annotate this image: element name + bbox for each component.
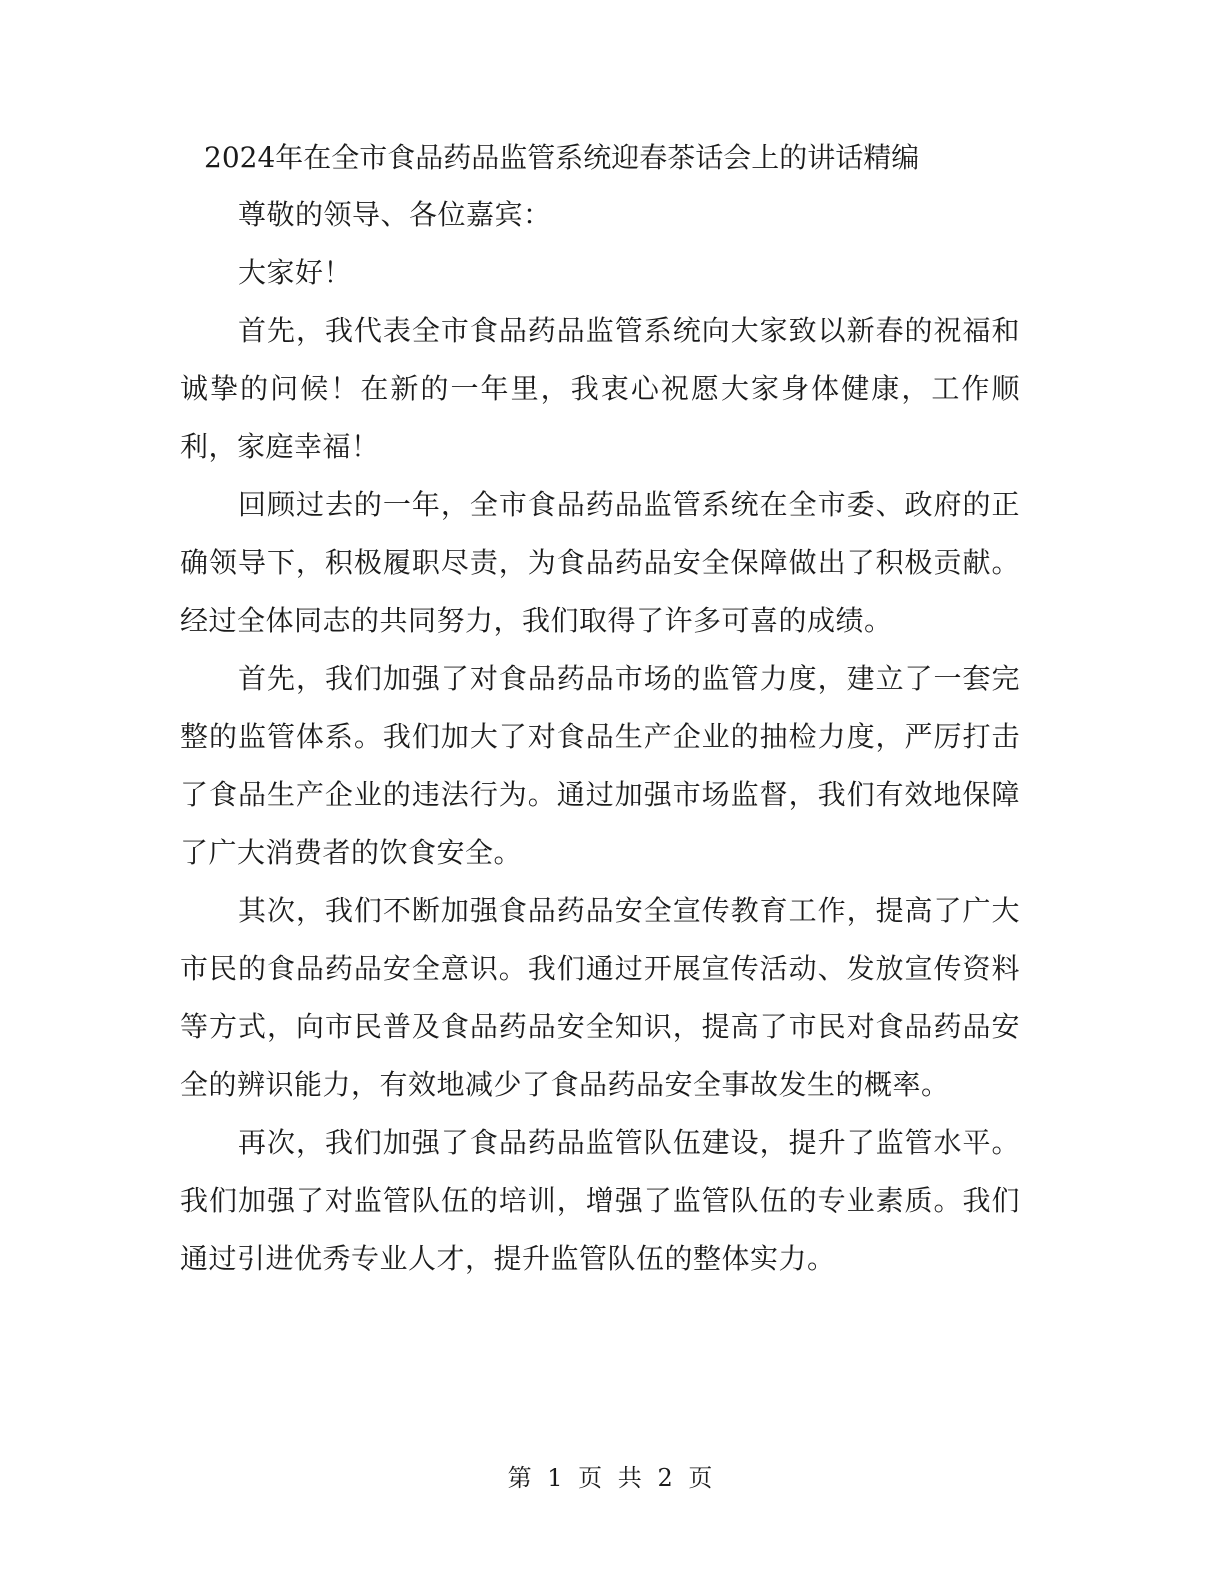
paragraph: 再次，我们加强了食品药品监管队伍建设，提升了监管水平。我们加强了对监管队伍的培训，增强了监管队伍的专业素质。我们通过引进优秀专业人才，提升监管队伍的整体实力。 <box>180 1126 1020 1275</box>
document-body <box>180 130 1020 1288</box>
paragraph: 首先，我代表全市食品药品监管系统向大家致以新春的祝福和诚挚的问候！在新的一年里，我衷心祝愿大家身体健康，工作顺利，家庭幸福！ <box>180 314 1020 463</box>
salutation: 尊敬的领导、各位嘉宾： <box>238 198 552 231</box>
greeting: 大家好！ <box>238 256 353 289</box>
document-title: 2024年在全市食品药品监管系统迎春茶话会上的讲话精编 <box>204 141 920 174</box>
paragraph: 其次，我们不断加强食品药品安全宣传教育工作，提高了广大市民的食品药品安全意识。我们通过开展宣传活动、发放宣传资料等方式，向市民普及食品药品安全知识，提高了市民对食品药品安全的辨识能力，有效地减少了食品药品安全事故发生的概率。 <box>180 894 1020 1101</box>
paragraph: 回顾过去的一年，全市食品药品监管系统在全市委、政府的正确领导下，积极履职尽责，为食品药品安全保障做出了积极贡献。经过全体同志的共同努力，我们取得了许多可喜的成绩。 <box>180 488 1020 637</box>
page-number: 第 1 页 共 2 页 <box>507 1464 717 1492</box>
paragraph: 首先，我们加强了对食品药品市场的监管力度，建立了一套完整的监管体系。我们加大了对食品生产企业的抽检力度，严厉打击了食品生产企业的违法行为。通过加强市场监督，我们有效地保障了广大消费者的饮食安全。 <box>180 662 1020 869</box>
